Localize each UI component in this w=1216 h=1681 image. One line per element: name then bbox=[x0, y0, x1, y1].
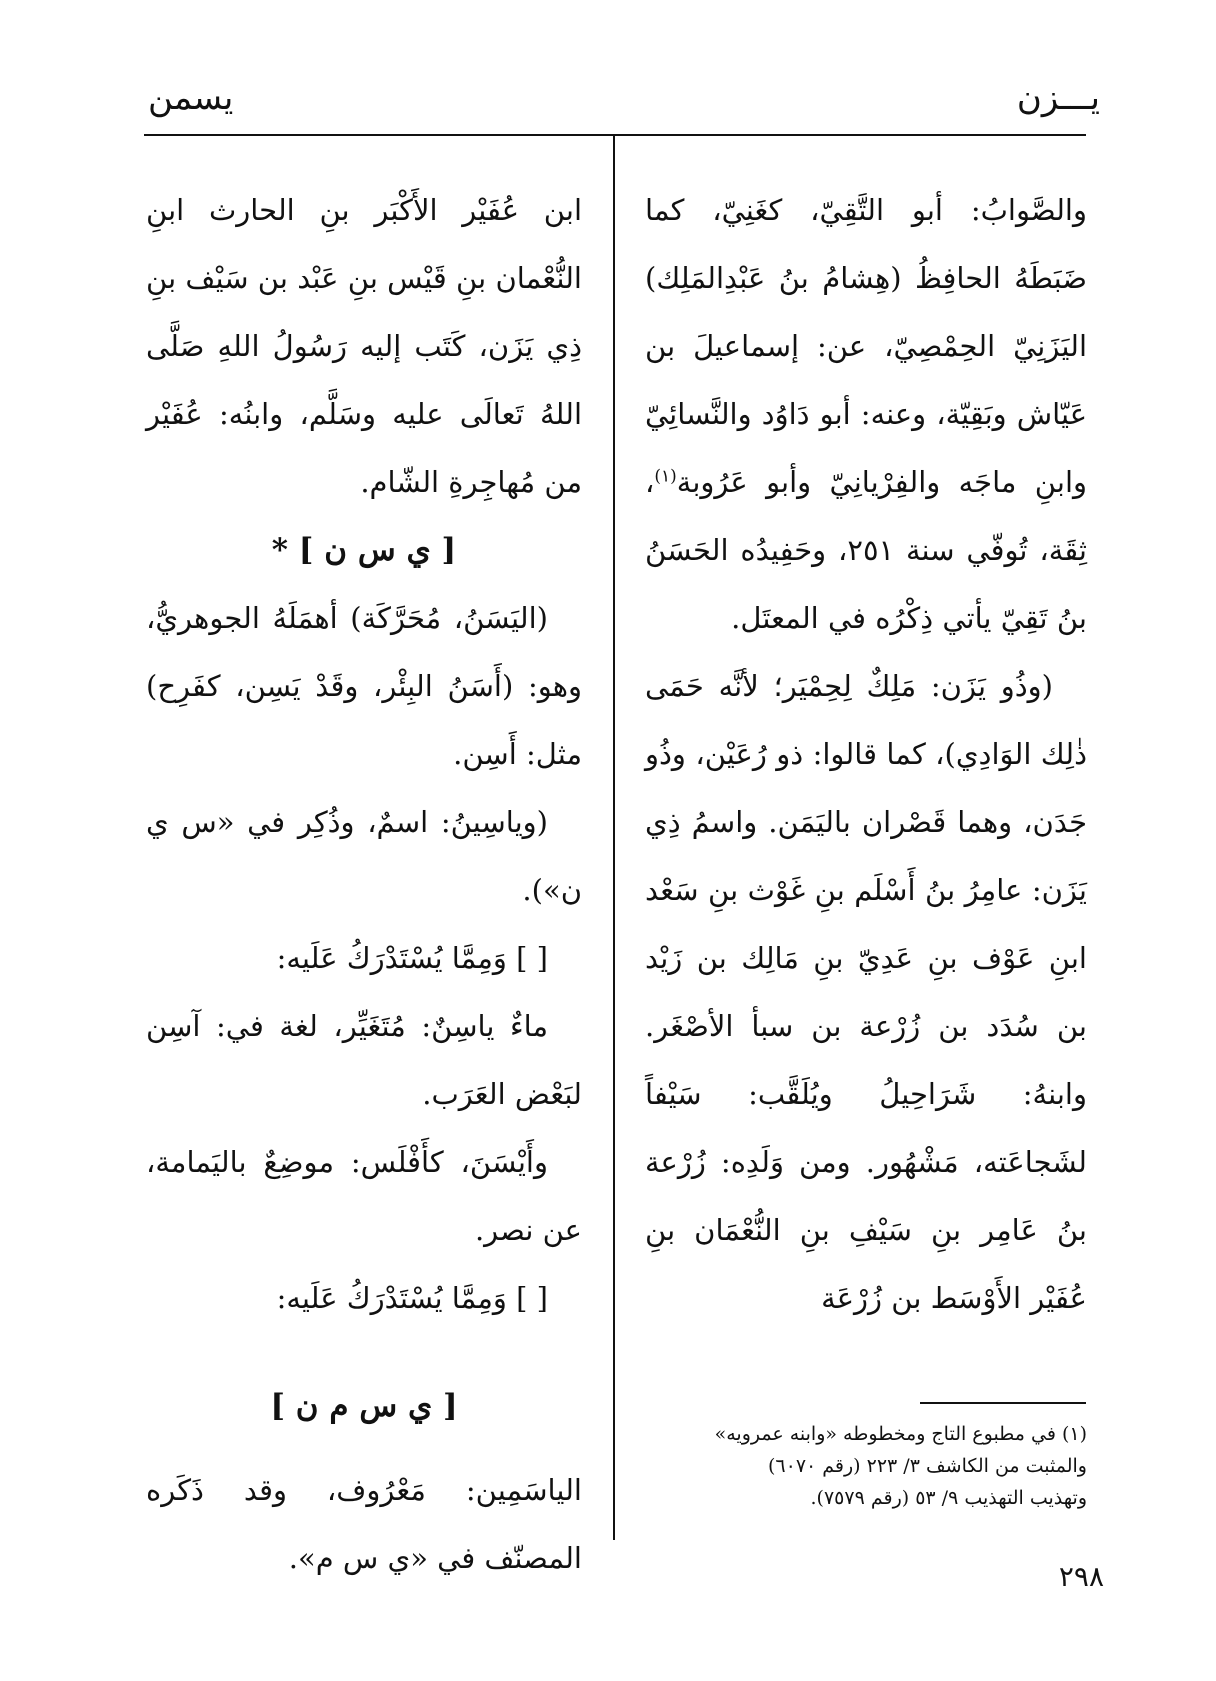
page-number: ٢٩٨ bbox=[1058, 1560, 1104, 1593]
paragraph: ماءٌ ياسِنٌ: مُتَغَيِّر، لغة في: آسِن لبَعْض العَرَب. bbox=[146, 1009, 582, 1111]
paragraph bbox=[645, 176, 1087, 652]
footnote-line: (١) في مطبوع التاج ومخطوطه «وابنه عمرويه» bbox=[714, 1423, 1087, 1445]
header-rule bbox=[144, 134, 1086, 136]
footnote-line: وتهذيب التهذيب ٩/ ٥٣ (رقم ٧٥٧٩). bbox=[810, 1487, 1087, 1509]
paragraph: [ ] وَمِمَّا يُسْتَدْرَكُ عَلَيه: bbox=[276, 941, 548, 975]
entry-heading: [ ي س م ن ] bbox=[270, 1388, 458, 1424]
paragraph: الياسَمِين: مَعْرُوف، وقد ذَكَره المصنّف في «ي س م». bbox=[146, 1473, 582, 1575]
footnote-rule bbox=[920, 1402, 1086, 1404]
footnote-marker: (١) bbox=[654, 466, 677, 487]
paragraph: (وياسِينُ: اسمٌ، وذُكِر في «س ي ن»). bbox=[146, 805, 582, 907]
column-divider bbox=[613, 136, 615, 1540]
header-next-root-word: يسمن bbox=[148, 78, 234, 118]
entry-heading: [ ي س ن ] * bbox=[271, 532, 457, 568]
footnote-line: والمثبت من الكاشف ٣/ ٢٢٣ (رقم ٦٠٧٠) bbox=[767, 1455, 1087, 1477]
paragraph-text: ، ثِقَة، تُوفّي سنة ٢٥١، وحَفِيدُه الحَسَنُ بنُ تَقِيّ يأتي ذِكْرُه في المعتَل. bbox=[645, 465, 1087, 635]
paragraph: وأَيْسَنَ، كأَفْلَس: موضِعٌ باليَمامة، عن نصر. bbox=[146, 1145, 582, 1247]
header-root-word: يـــزن bbox=[1016, 78, 1100, 118]
paragraph-text: والصَّوابُ: أبو التَّقِيّ، كغَنِيّ، كما ضَبَطَهُ الحافِظُ (هِشامُ بنُ عَبْدِالمَلِك) اليَزَنِيّ الحِمْصِيّ، عن: إسماعيلَ بن عَيّاش وبَقِيّة، وعنه: أبو دَاوُد والنَّسائِيّ وابنِ ماجَه والفِرْيانِيّ وأبو عَرُوبة bbox=[645, 193, 1087, 499]
paragraph: (وذُو يَزَن: مَلِكٌ لِحِمْيَر؛ لأنَّه حَمَى ذٰلِك الوَادِي)، كما قالوا: ذو رُعَيْن، وذُو جَدَن، وهما قَصْران باليَمَن. واسمُ ذِي يَزَن: عامِرُ بنُ أَسْلَم بنِ غَوْث بنِ سَعْد ابنِ عَوْف بنِ عَدِيّ بنِ مَالِك بن زَيْد بن سُدَد بن زُرْعة بن سبأ الأصْغَر. وابنهُ: شَرَاحِيلُ ويُلَقَّب: سَيْفاً لشَجاعَته، مَشْهُور. ومن وَلَدِه: زُرْعة بنُ عَامِر بنِ سَيْفِ بنِ النُّعْمَان بنِ عُفَيْر الأَوْسَط بن زُرْعَة bbox=[645, 669, 1087, 1315]
paragraph: [ ] وَمِمَّا يُسْتَدْرَكُ عَلَيه: bbox=[276, 1281, 548, 1315]
paragraph: (اليَسَنُ، مُحَرَّكَة) أهمَلَهُ الجوهريُّ، وهو: (أَسَنُ البِئْر، وقَدْ يَسِن، كفَرِح) مثل: أَسِن. bbox=[146, 601, 582, 771]
right-column bbox=[645, 176, 1087, 1332]
footnote bbox=[645, 1418, 1087, 1514]
paragraph: ابن عُفَيْر الأَكْبَر بنِ الحارث ابنِ النُّعْمان بنِ قَيْس بنِ عَبْد بن سَيْف بنِ ذِي يَزَن، كَتَب إليه رَسُولُ اللهِ صَلَّى اللهُ تَعالَى عليه وسَلَّم، وابنُه: عُفَيْر من مُهاجِرةِ الشّام. bbox=[146, 193, 582, 499]
left-column bbox=[146, 176, 582, 1592]
